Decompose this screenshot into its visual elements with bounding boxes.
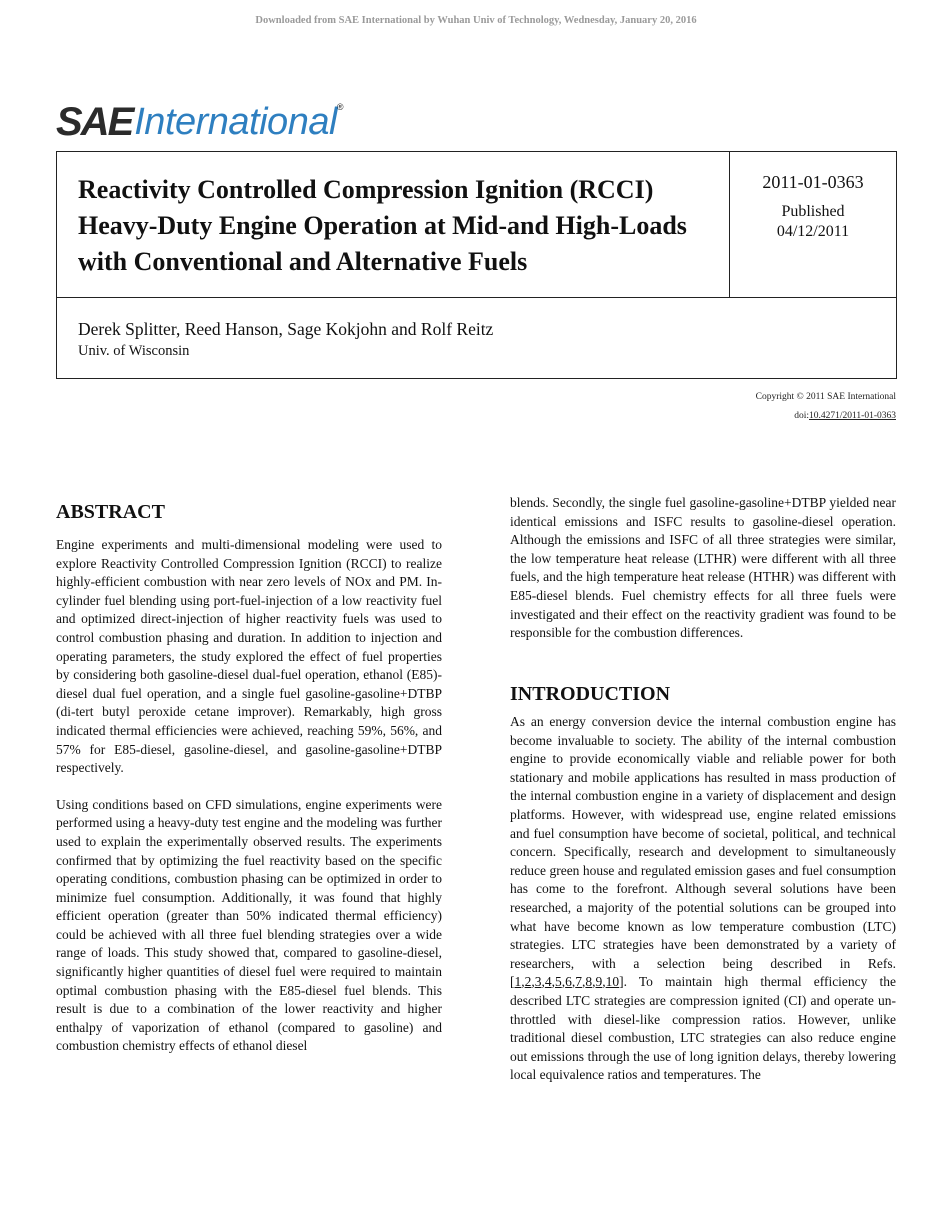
abstract-left-column — [56, 536, 442, 1056]
introduction-heading: INTRODUCTION — [510, 683, 671, 705]
title-block — [56, 151, 897, 379]
abstract-paragraph-1: Engine experiments and multi-dimensional modeling were used to explore Reactivity Controlled Compression Ignition (RCCI) to realize highly-efficient combustion with near zero levels of NOx and PM. In-cylinder fuel blending using port-fuel-injection of a low reactivity fuel and optimized direct-injection of higher reactivity fuels was used to control combustion phasing and duration. In addition to injection and operating parameters, the study explored the effect of fuel properties by considering both gasoline-diesel dual-fuel operation, ethanol (E85)-diesel dual fuel operation, and a single fuel gasoline-gasoline+DTBP (di-tert butyl peroxide cetane improver). Remarkably, high gross indicated thermal efficiencies were achieved, reaching 59%, 56%, and 57% for E85-diesel, gasoline-diesel, and gasoline-gasoline+DTBP respectively. — [56, 537, 442, 776]
paper-title: Reactivity Controlled Compression Ignition (RCCI) Heavy-Duty Engine Operation at Mid-and High-Loads with Conventional and Alternative Fuels — [78, 175, 687, 276]
introduction-text-end: ]. To maintain high thermal efficiency the described LTC strategies are compression ignited (CI) and operate un-throttled with diesel-like compression ratios. However, unlike traditional diesel combustion, LTC strategies can also reduce engine out emissions through the use of long ignition delays, thereby lowering local equivalence ratios and temperatures. The — [510, 974, 896, 1083]
abstract-paragraph-3: blends. Secondly, the single fuel gasoline-gasoline+DTBP yielded near identical emissions and ISFC results to gasoline-diesel operation. Although the emissions and ISFC of all three strategies were similar, the low temperature heat release (LTHR) were different with all three fuels, and the high temperature heat release (HTHR) was different with E85-diesel blends. Fuel chemistry effects for all three fuels were investigated and their effect on the reactivity gradient was found to be responsible for the combustion differences. — [510, 495, 896, 641]
download-watermark: Downloaded from SAE International by Wuhan Univ of Technology, Wednesday, January 20, 2016 — [255, 15, 697, 26]
ref-link[interactable]: 2 — [524, 974, 532, 990]
logo-international-wordmark: International — [134, 101, 337, 143]
published-label: Published — [781, 203, 845, 220]
ref-link[interactable]: 5 — [555, 974, 562, 990]
ref-link[interactable]: 1 — [514, 974, 522, 990]
doi-prefix: doi: — [794, 411, 809, 421]
abstract-paragraph-2: Using conditions based on CFD simulations, engine experiments were performed using a heavy-duty test engine and the modeling was further used to explain the experimentally observed results. The experiments confirmed that by optimizing the fuel reactivity based on the specific operating conditions, combustion phasing can be optimized in order to minimize fuel consumption. Additionally, it was found that highly efficient operation (greater than 50% indicated thermal efficiency) could be achieved with all three fuel blending strategies over a wide range of loads. This study showed that, compared to gasoline-diesel, significantly higher quantities of diesel fuel were required to maintain optimal combustion phasing with the E85-diesel fuel blends. This result is due to a combination of the lower reactivity and higher enthalpy of vaporization of ethanol (compared to gasoline) and combustion chemistry effects of ethanol diesel — [56, 796, 442, 1054]
ref-link[interactable]: 6 — [565, 974, 572, 990]
introduction-text-start: As an energy conversion device the internal combustion engine has become invaluable to society. The ability of the internal combustion engine to provide economically viable and reliable power for both stationary and mobile applications has resulted in mass production of the internal combustion engine in a variety of displacement and design platforms. However, with widespread use, engine related emissions and fuel consumption have become of societal, political, and technical concern. Specifically, research and development to simultaneously reduce green house and regulated emission gases and fuel consumption has come to the forefront. Although several solutions have been researched, a majority of the potential solutions can be grouped into what have become known as low temperature combustion (LTC) strategies. LTC strategies have been demonstrated by a variety of researchers, with a selection being described in Refs. [ — [510, 714, 896, 990]
doi-link[interactable]: 10.4271/2011-01-0363 — [809, 411, 896, 421]
author-affiliation: Univ. of Wisconsin — [78, 343, 190, 359]
copyright-line: Copyright © 2011 SAE International — [755, 392, 896, 402]
introduction-paragraph: As an energy conversion device the internal combustion engine has become invaluable to society. The ability of the internal combustion engine to provide economically viable and reliable power for both stationary and mobile applications has resulted in mass production of the internal combustion engine in a variety of displacement and design platforms. However, with widespread use, engine related emissions and fuel consumption have become of societal, political, and technical concern. Specifically, research and development to simultaneously reduce green house and regulated emission gases and fuel consumption has come to the forefront. Although several solutions have been researched, a majority of the potential solutions can be grouped into what have become known as low temperature combustion (LTC) strategies. LTC strategies have been demonstrated by a variety of researchers, with a selection being described in Refs. [1,2,3,4,5,6,7,8,9,10]. To maintain high thermal efficiency the described LTC strategies are compression ignited (CI) and operate un-throttled with diesel-like compression ratios. However, unlike traditional diesel combustion, LTC strategies can also reduce engine out emissions through the use of long ignition delays, thereby lowering local equivalence ratios and temperatures. The — [510, 714, 896, 1083]
title-block-horizontal-divider — [57, 297, 896, 298]
ref-link[interactable]: 9 — [595, 974, 603, 990]
abstract-right-column — [510, 494, 896, 643]
ref-link[interactable]: 10 — [605, 974, 620, 990]
doi-line — [756, 407, 896, 426]
sae-international-logo — [56, 100, 344, 144]
published-date: 04/12/2011 — [776, 223, 850, 240]
ref-link[interactable]: 7 — [575, 974, 582, 990]
ref-link[interactable]: 8 — [585, 974, 593, 990]
publication-info — [730, 202, 896, 242]
copyright-block — [756, 388, 896, 426]
logo-sae-wordmark: SAE — [56, 100, 133, 144]
abstract-heading: ABSTRACT — [56, 501, 165, 523]
paper-number: 2011-01-0363 — [762, 172, 864, 192]
registered-mark: ® — [336, 102, 344, 112]
introduction-column — [510, 713, 896, 1085]
author-list: Derek Splitter, Reed Hanson, Sage Kokjohn and Rolf Reitz — [78, 319, 494, 339]
ref-link[interactable]: 4 — [544, 974, 552, 990]
ref-link[interactable]: 3 — [534, 974, 542, 990]
